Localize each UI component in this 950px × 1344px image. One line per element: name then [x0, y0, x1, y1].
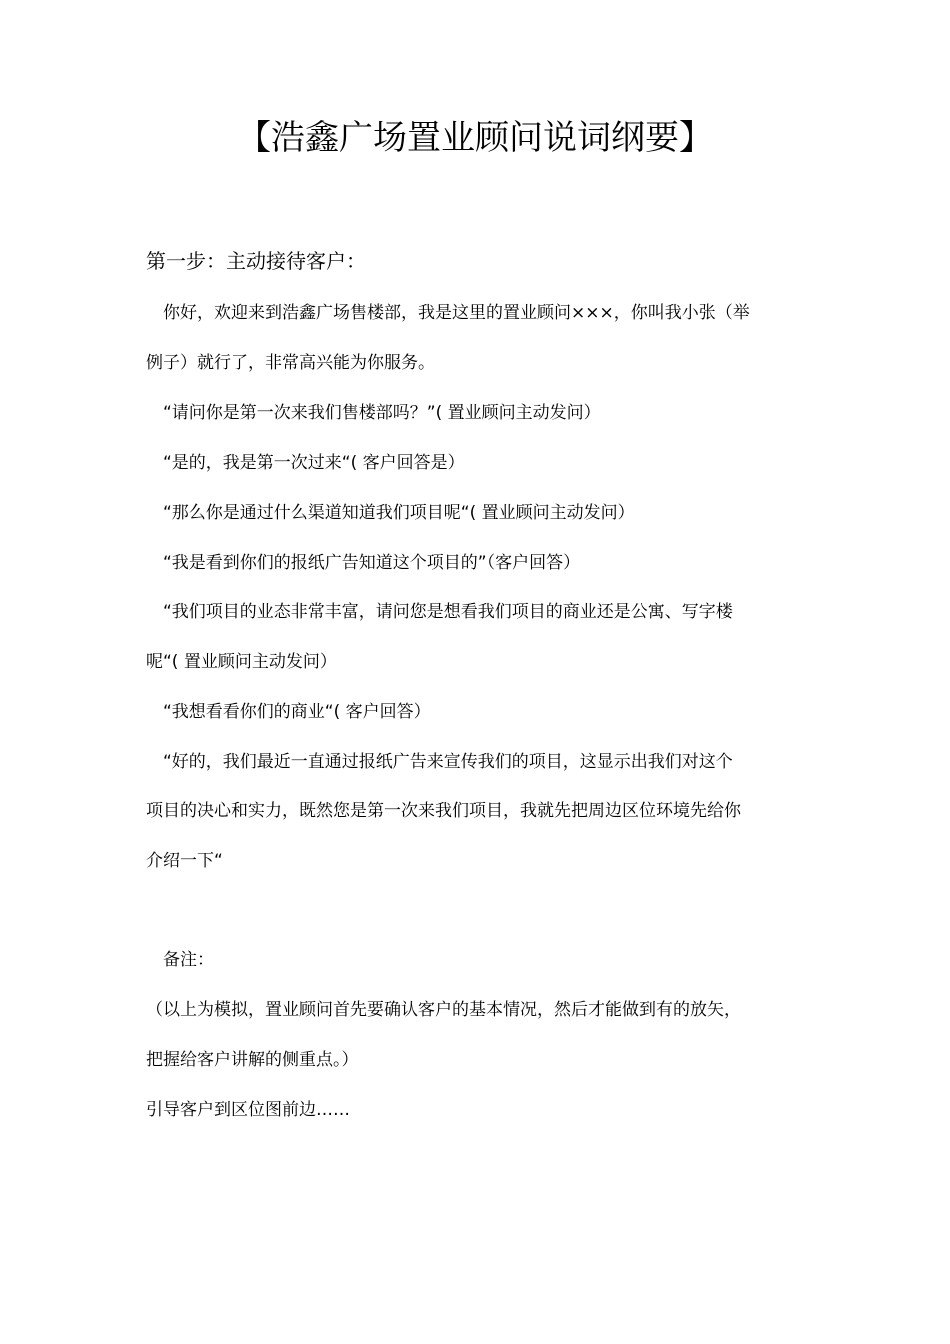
script-line: “我是看到你们的报纸广告知道这个项目的”（客户回答）: [163, 553, 581, 573]
script-line: 项目的决心和实力，既然您是第一次来我们项目，我就先把周边区位环境先给你: [146, 801, 741, 821]
step1-heading: 第一步：主动接待客户：: [146, 249, 366, 273]
script-line: 你好，欢迎来到浩鑫广场售楼部，我是这里的置业顾问×××，你叫我小张（举: [163, 303, 750, 323]
script-line: “我想看看你们的商业“( 客户回答）: [163, 702, 431, 722]
script-line: 呢“( 置业顾问主动发问）: [146, 652, 337, 672]
script-line: 介绍一下“: [146, 851, 223, 871]
note-label: 备注：: [163, 950, 214, 970]
script-line: “请问你是第一次来我们售楼部吗？”( 置业顾问主动发问）: [163, 403, 601, 423]
note-line: 把握给客户讲解的侧重点。）: [146, 1050, 359, 1070]
script-line: “那么你是通过什么渠道知道我们项目呢“( 置业顾问主动发问）: [163, 503, 635, 523]
document-title: 【浩鑫广场置业顾问说词纲要】: [237, 118, 713, 158]
script-line: “我们项目的业态非常丰富，请问您是想看我们项目的商业还是公寓、写字楼: [163, 602, 733, 622]
note-line: （以上为模拟，置业顾问首先要确认客户的基本情况，然后才能做到有的放矢，: [146, 1000, 741, 1020]
script-line: “好的，我们最近一直通过报纸广告来宣传我们的项目，这显示出我们对这个: [163, 752, 733, 772]
script-line: 例子）就行了，非常高兴能为你服务。: [146, 353, 435, 373]
script-line: “是的，我是第一次过来“( 客户回答是）: [163, 453, 465, 473]
final-line: 引导客户到区位图前边……: [146, 1100, 350, 1120]
